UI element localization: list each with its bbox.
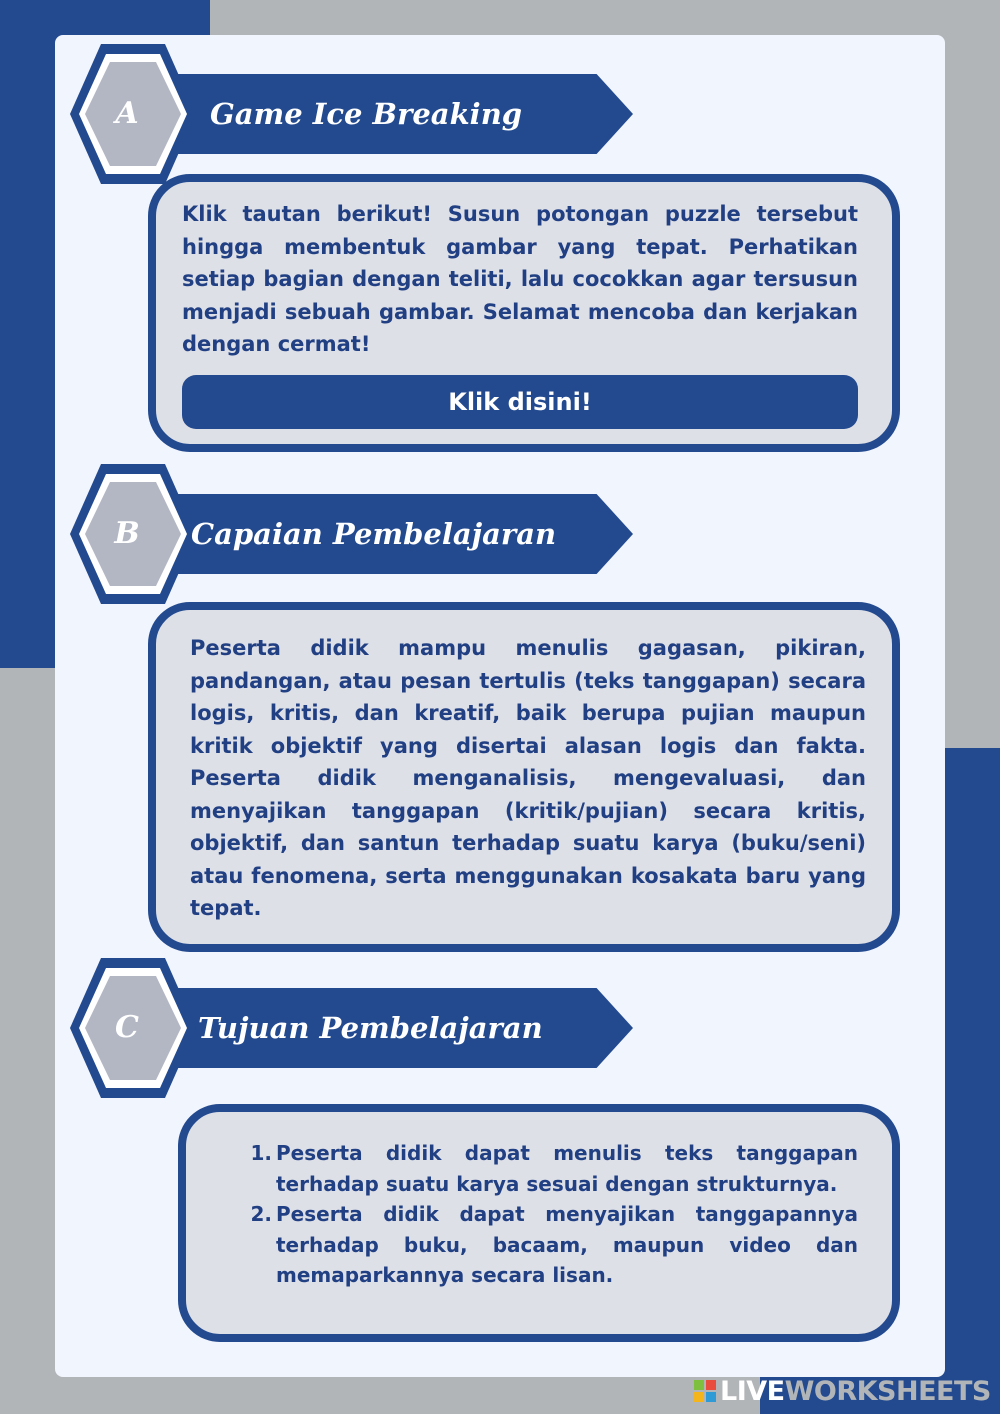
list-text: Peserta didik dapat menyajikan tanggapannya terhadap buku, bacaam, maupun video dan memaparkannya secara lisan. <box>276 1202 858 1287</box>
section-title: Capaian Pembelajaran <box>191 517 557 551</box>
list-number: 1. <box>250 1141 272 1165</box>
section-a-header <box>68 40 638 188</box>
list-item <box>186 1138 858 1199</box>
watermark-live: LIVE <box>720 1375 785 1407</box>
section-letter: B <box>114 516 140 551</box>
click-here-button[interactable]: Klik disini! <box>182 375 858 429</box>
list-item <box>186 1199 858 1291</box>
liveworksheets-logo-icon <box>694 1380 716 1402</box>
background-blue-panel-right <box>940 748 1000 1414</box>
section-letter: A <box>115 96 139 131</box>
liveworksheets-watermark <box>694 1376 991 1406</box>
section-letter: C <box>115 1010 139 1045</box>
section-title: Game Ice Breaking <box>210 97 523 131</box>
section-b-content <box>148 602 900 952</box>
objectives-list <box>186 1138 858 1291</box>
list-text: Peserta didik dapat menulis teks tanggapan terhadap suatu karya sesuai dengan strukturnya. <box>276 1141 858 1196</box>
watermark-worksheets: WORKSHEETS <box>784 1375 991 1407</box>
learning-outcome-text: Peserta didik mampu menulis gagasan, pikiran, pandangan, atau pesan tertulis (teks tanggapan) secara logis, kritis, dan kreatif, baik berupa pujian maupun kritik objektif yang disertai alasan logis dan fakta. Peserta didik menganalisis, mengevaluasi, dan menyajikan tanggapan (kritik/pujian) secara kritis, objektif, dan santun terhadap suatu karya (buku/seni) atau fenomena, serta menggunakan kosakata baru yang tepat. <box>190 636 866 920</box>
section-b-header <box>68 460 638 608</box>
list-number: 2. <box>250 1202 272 1226</box>
section-c-header <box>68 954 638 1102</box>
section-title: Tujuan Pembelajaran <box>198 1011 543 1045</box>
instruction-text: Klik tautan berikut! Susun potongan puzzle tersebut hingga membentuk gambar yang tepat. Perhatikan setiap bagian dengan teliti, lalu cocokkan agar tersusun menjadi sebuah gambar. Selamat mencoba dan kerjakan dengan cermat! <box>182 202 858 356</box>
section-a-content <box>148 174 900 452</box>
section-c-content <box>178 1104 900 1342</box>
